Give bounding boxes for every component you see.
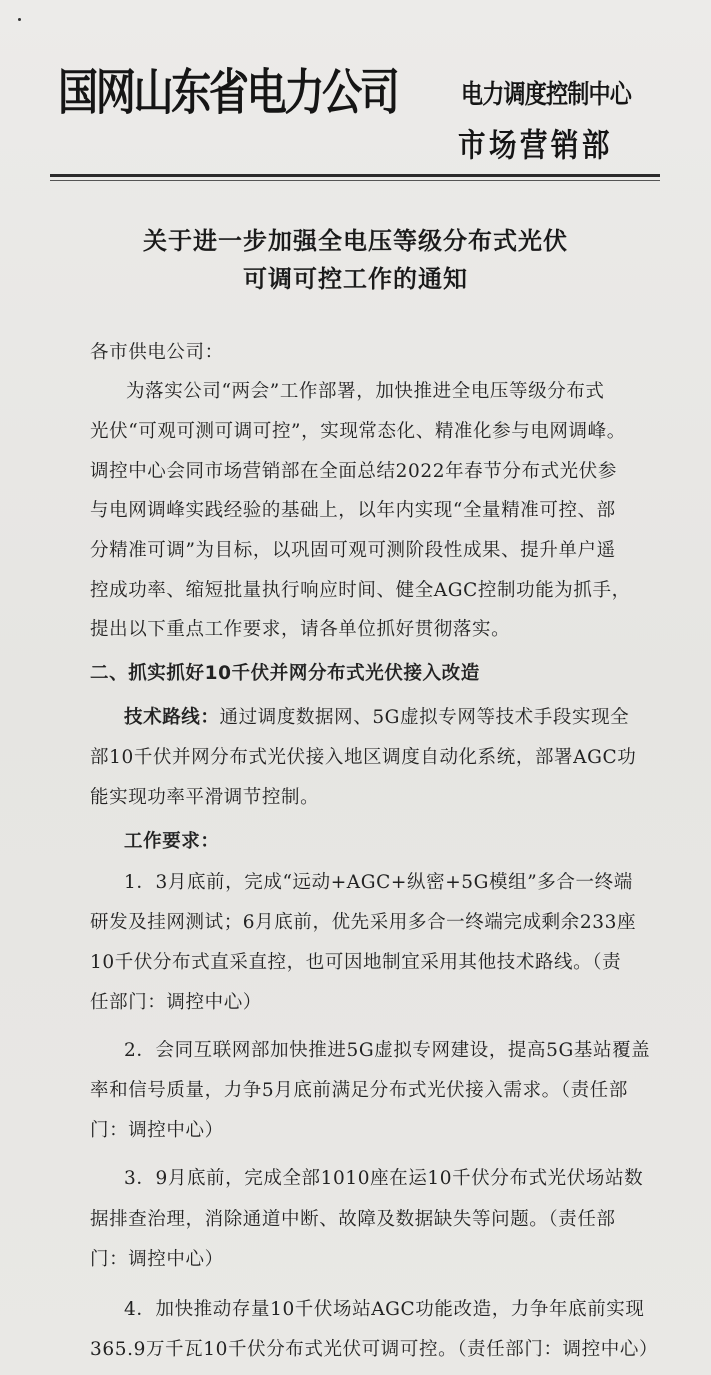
letterhead-rule-thick	[50, 174, 660, 177]
letterhead-dept-marketing: 市场营销部	[458, 126, 613, 164]
work-requirements-label: 工作要求：	[124, 831, 220, 852]
notice-title-line-1: 关于进一步加强全电压等级分布式光伏	[143, 227, 568, 255]
item-3-line: 据排查治理，消除通道中断、故障及数据缺失等问题。（责任部	[90, 1209, 616, 1230]
tech-route-line: 能实现功率平滑调节控制。	[90, 787, 320, 808]
item-2-line: 2．会同互联网部加快推进5G虚拟专网建设，提高5G基站覆盖	[124, 1040, 651, 1061]
letterhead-org-name: 国网山东省电力公司	[58, 63, 398, 121]
letterhead-rule-thin	[50, 180, 660, 181]
intro-line: 控成功率、缩短批量执行响应时间、健全AGC控制功能为抓手，	[90, 580, 631, 601]
item-3-line: 门：调控中心）	[90, 1249, 224, 1270]
intro-line: 为落实公司“两会”工作部署，加快推进全电压等级分布式	[126, 381, 605, 402]
item-2-line: 门：调控中心）	[90, 1120, 224, 1141]
tech-route-line: 部10千伏并网分布式光伏接入地区调度自动化系统，部署AGC功	[90, 747, 637, 768]
item-1-line: 任部门：调控中心）	[90, 992, 262, 1013]
intro-line: 与电网调峰实践经验的基础上，以年内实现“全量精准可控、部	[90, 500, 616, 521]
salutation: 各市供电公司：	[90, 342, 224, 363]
intro-line: 分精准可调”为目标，以巩固可观可测阶段性成果、提升单户遥	[90, 540, 616, 561]
section-heading: 二、抓实抓好10千伏并网分布式光伏接入改造	[90, 663, 480, 684]
item-1-line: 研发及挂网测试；6月底前，优先采用多合一终端完成剩余233座	[90, 912, 637, 933]
tech-route-label: 技术路线：	[124, 707, 220, 728]
item-1-line: 1．3月底前，完成“远动+AGC+纵密+5G模组”多合一终端	[124, 872, 633, 893]
item-4-line: 4．加快推动存量10千伏场站AGC功能改造，力争年底前实现	[124, 1299, 645, 1320]
intro-line: 提出以下重点工作要求，请各单位抓好贯彻落实。	[90, 619, 511, 640]
item-2-line: 率和信号质量，力争5月底前满足分布式光伏接入需求。（责任部	[90, 1080, 628, 1101]
tech-route-line: 通过调度数据网、5G虚拟专网等技术手段实现全	[219, 707, 630, 728]
letterhead-dept-dispatch: 电力调度控制中心	[461, 80, 632, 110]
tech-route-first-line	[124, 703, 629, 729]
item-4-line: 365.9万千瓦10千伏分布式光伏可调可控。（责任部门：调控中心）	[90, 1339, 659, 1360]
notice-title-line-2: 可调可控工作的通知	[243, 265, 468, 293]
intro-line: 光伏“可观可测可调可控”，实现常态化、精准化参与电网调峰。	[90, 421, 626, 442]
item-1-line: 10千伏分布式直采直控，也可因地制宜采用其他技术路线。（责	[90, 952, 622, 973]
scan-speck	[18, 18, 21, 21]
intro-line: 调控中心会同市场营销部在全面总结2022年春节分布式光伏参	[90, 461, 617, 482]
item-3-line: 3．9月底前，完成全部1010座在运10千伏分布式光伏场站数	[124, 1168, 644, 1189]
